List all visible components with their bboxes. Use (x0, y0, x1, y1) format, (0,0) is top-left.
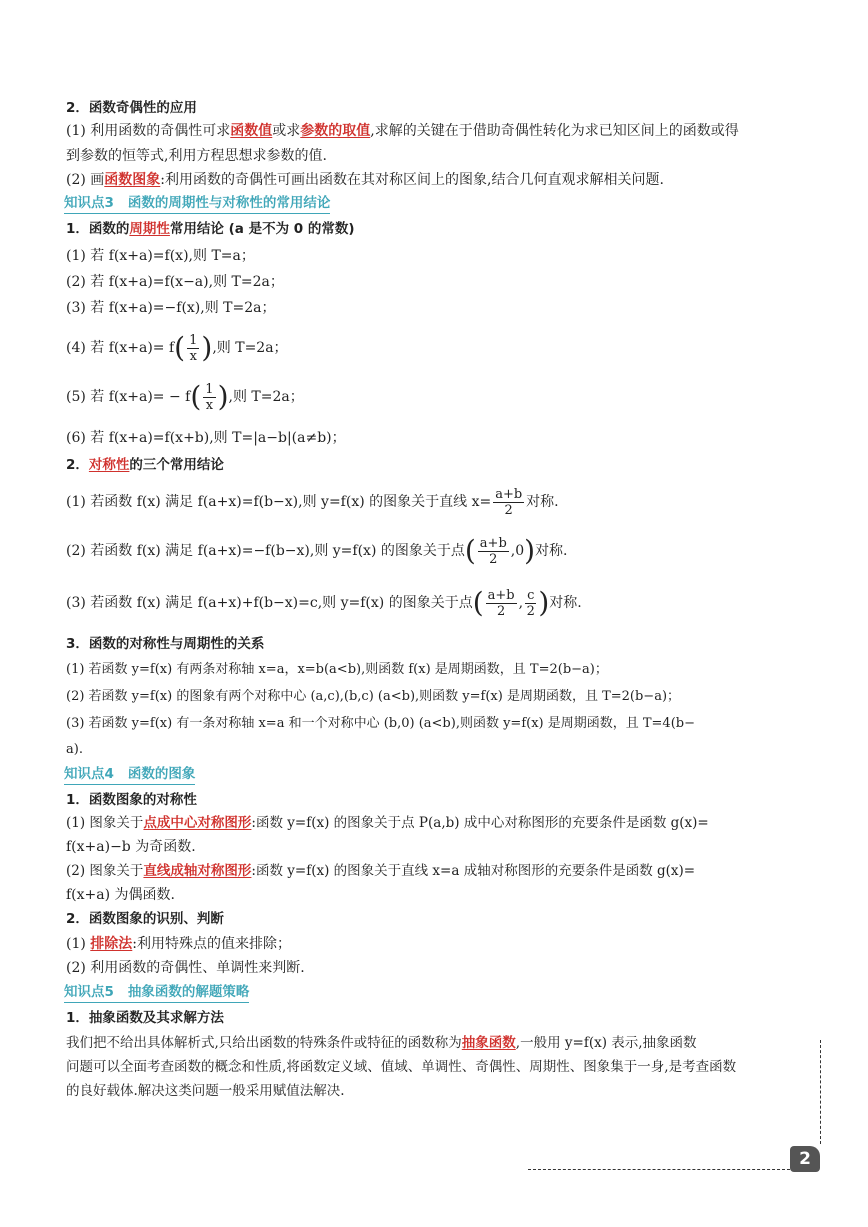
text: 1．函数的 (66, 221, 130, 237)
keyword-highlight: 函数值 (230, 123, 273, 139)
text: 对称. (549, 595, 582, 611)
text: (4) 若 f(x+a)= f (66, 340, 175, 356)
formula-line: (5) 若 f(x+a)= − f( $\frac{1}{x}$ ),则 T=2a； (66, 380, 304, 413)
knowledge-point-header (64, 765, 195, 785)
paragraph-line (66, 121, 818, 141)
paragraph-line (66, 813, 818, 833)
paragraph-line (66, 861, 818, 881)
kp-title: 函数的周期性与对称性的常用结论 (127, 195, 331, 211)
text: (2) 画 (66, 172, 105, 188)
kp-title: 函数的图象 (127, 766, 196, 782)
paragraph-line: 的良好载体.解决这类问题一般采用赋值法解决. (66, 1083, 345, 1099)
keyword-highlight: 周期性 (129, 221, 170, 237)
fraction: $\frac{a+b}{2}$ (495, 486, 523, 518)
text: ,则 T=2a； (228, 389, 304, 405)
text: 对称. (526, 494, 559, 510)
keyword-highlight: 直线成轴对称图形 (143, 863, 252, 879)
paragraph-line: 到参数的恒等式,利用方程思想求参数的值. (66, 148, 327, 164)
text: 或求 (272, 123, 301, 139)
formula-line (66, 486, 818, 518)
keyword-highlight: 排除法 (90, 936, 133, 952)
paragraph-line: (2) 利用函数的奇偶性、单调性来判断. (66, 960, 305, 976)
fraction: $\frac{c}{2}$ (526, 587, 535, 619)
text: 常用结论 (a 是不为 0 的常数) (169, 221, 355, 237)
fraction: $\frac{1}{x}$ (205, 381, 214, 413)
section-heading: 2．函数奇偶性的应用 (66, 100, 197, 116)
text: (1) (66, 936, 91, 952)
paragraph-line: f(x+a)−b 为奇函数. (66, 839, 196, 855)
text: ,则 T=2a； (212, 340, 288, 356)
text: :利用特殊点的值来排除； (132, 936, 291, 952)
text: (3) 若函数 f(x) 满足 f(a+x)+f(b−x)=c,则 y=f(x) 的图象关于点 (66, 595, 473, 611)
keyword-highlight: 参数的取值 (300, 123, 371, 139)
formula-line: (2) 若 f(x+a)=f(x−a),则 T=2a； (66, 274, 284, 290)
text: ,0 (510, 543, 525, 559)
knowledge-point-header (64, 983, 249, 1003)
keyword-highlight: 函数图象 (104, 172, 161, 188)
text: ,一般用 y=f(x) 表示,抽象函数 (515, 1035, 697, 1051)
keyword-highlight: 抽象函数 (461, 1035, 516, 1051)
text: :函数 y=f(x) 的图象关于点 P(a,b) 成中心对称图形的充要条件是函数 g(x)= (251, 815, 709, 831)
text: :利用函数的奇偶性可画出函数在其对称区间上的图象,结合几何直观求解相关问题. (160, 172, 664, 188)
formula-line: a). (66, 742, 83, 757)
text: (1) 若函数 f(x) 满足 f(a+x)=f(b−x),则 y=f(x) 的图象关于直线 x= (66, 494, 492, 510)
kp-title: 抽象函数的解题策略 (127, 984, 250, 1000)
paragraph-line (66, 934, 818, 954)
knowledge-point-header (64, 194, 330, 214)
kp-label: 知识点4 (64, 766, 114, 782)
keyword-highlight: 点成中心对称图形 (143, 815, 252, 831)
paragraph-line (66, 1033, 818, 1053)
fraction: $\frac{a+b}{2}$ (487, 587, 515, 619)
dashed-border-horizontal (528, 1169, 790, 1170)
text: (1) 利用函数的奇偶性可求 (66, 123, 231, 139)
formula-line: (3) 若 f(x+a)=−f(x),则 T=2a； (66, 300, 276, 316)
text: 对称. (535, 543, 568, 559)
text: (5) 若 f(x+a)= − f (66, 389, 191, 405)
formula-line: (1) 若函数 y=f(x) 有两条对称轴 x=a，x=b(a<b),则函数 f(x) 是周期函数，且 T=2(b−a)； (66, 662, 608, 677)
text: (2) 若函数 f(x) 满足 f(a+x)=−f(b−x),则 y=f(x) 的图象关于点 (66, 543, 465, 559)
formula-line: (2) 若函数 y=f(x) 的图象有两个对称中心 (a,c),(b,c) (a<b),则函数 y=f(x) 是周期函数，且 T=2(b−a)； (66, 689, 681, 704)
paragraph-line: 问题可以全面考查函数的概念和性质,将函数定义域、值域、单调性、奇偶性、周期性、图象集于一身,是考查函数 (66, 1059, 737, 1075)
fraction: $\frac{a+b}{2}$ (479, 535, 507, 567)
formula-line: (2) 若函数 f(x) 满足 f(a+x)=−f(b−x),则 y=f(x) 的图象关于点( $\frac{a+b}{2}$ ,0)对称. (66, 534, 568, 567)
section-heading: 3．函数的对称性与周期性的关系 (66, 636, 265, 652)
section-heading: 2．函数图象的识别、判断 (66, 911, 224, 927)
text: (1) 图象关于 (66, 815, 144, 831)
formula-line: (1) 若 f(x+a)=f(x),则 T=a； (66, 248, 255, 264)
page-number: 2 (790, 1146, 820, 1172)
text: 我们把不给出具体解析式,只给出函数的特殊条件或特征的函数称为 (66, 1035, 462, 1051)
text: 2． (66, 457, 89, 473)
fraction: $\frac{1}{x}$ (189, 332, 198, 364)
formula-line: (4) 若 f(x+a)= f( $\frac{1}{x}$ ),则 T=2a； (66, 331, 288, 364)
paragraph-line (66, 170, 818, 190)
paragraph-line: f(x+a) 为偶函数. (66, 887, 175, 903)
dashed-border-vertical (820, 1040, 821, 1144)
keyword-highlight: 对称性 (88, 457, 130, 473)
kp-label: 知识点5 (64, 984, 114, 1000)
formula-line: (6) 若 f(x+a)=f(x+b),则 T=|a−b|(a≠b)； (66, 430, 346, 446)
text: :函数 y=f(x) 的图象关于直线 x=a 成轴对称图形的充要条件是函数 g(x)= (251, 863, 696, 879)
section-heading (66, 455, 818, 475)
formula-line: (3) 若函数 y=f(x) 有一条对称轴 x=a 和一个对称中心 (b,0) (a<b),则函数 y=f(x) 是周期函数，且 T=4(b− (66, 716, 695, 731)
section-heading: 1．抽象函数及其求解方法 (66, 1010, 224, 1026)
section-heading: 1．函数图象的对称性 (66, 792, 197, 808)
text: 的三个常用结论 (129, 457, 224, 473)
kp-label: 知识点3 (64, 195, 114, 211)
text: (2) 图象关于 (66, 863, 144, 879)
formula-line: (3) 若函数 f(x) 满足 f(a+x)+f(b−x)=c,则 y=f(x) 的图象关于点( $\frac{a+b}{2}$ , $\frac{c}{2}$ )对称. (66, 586, 582, 619)
section-heading (66, 219, 818, 239)
text: ,求解的关键在于借助奇偶性转化为求已知区间上的函数或得 (370, 123, 739, 139)
